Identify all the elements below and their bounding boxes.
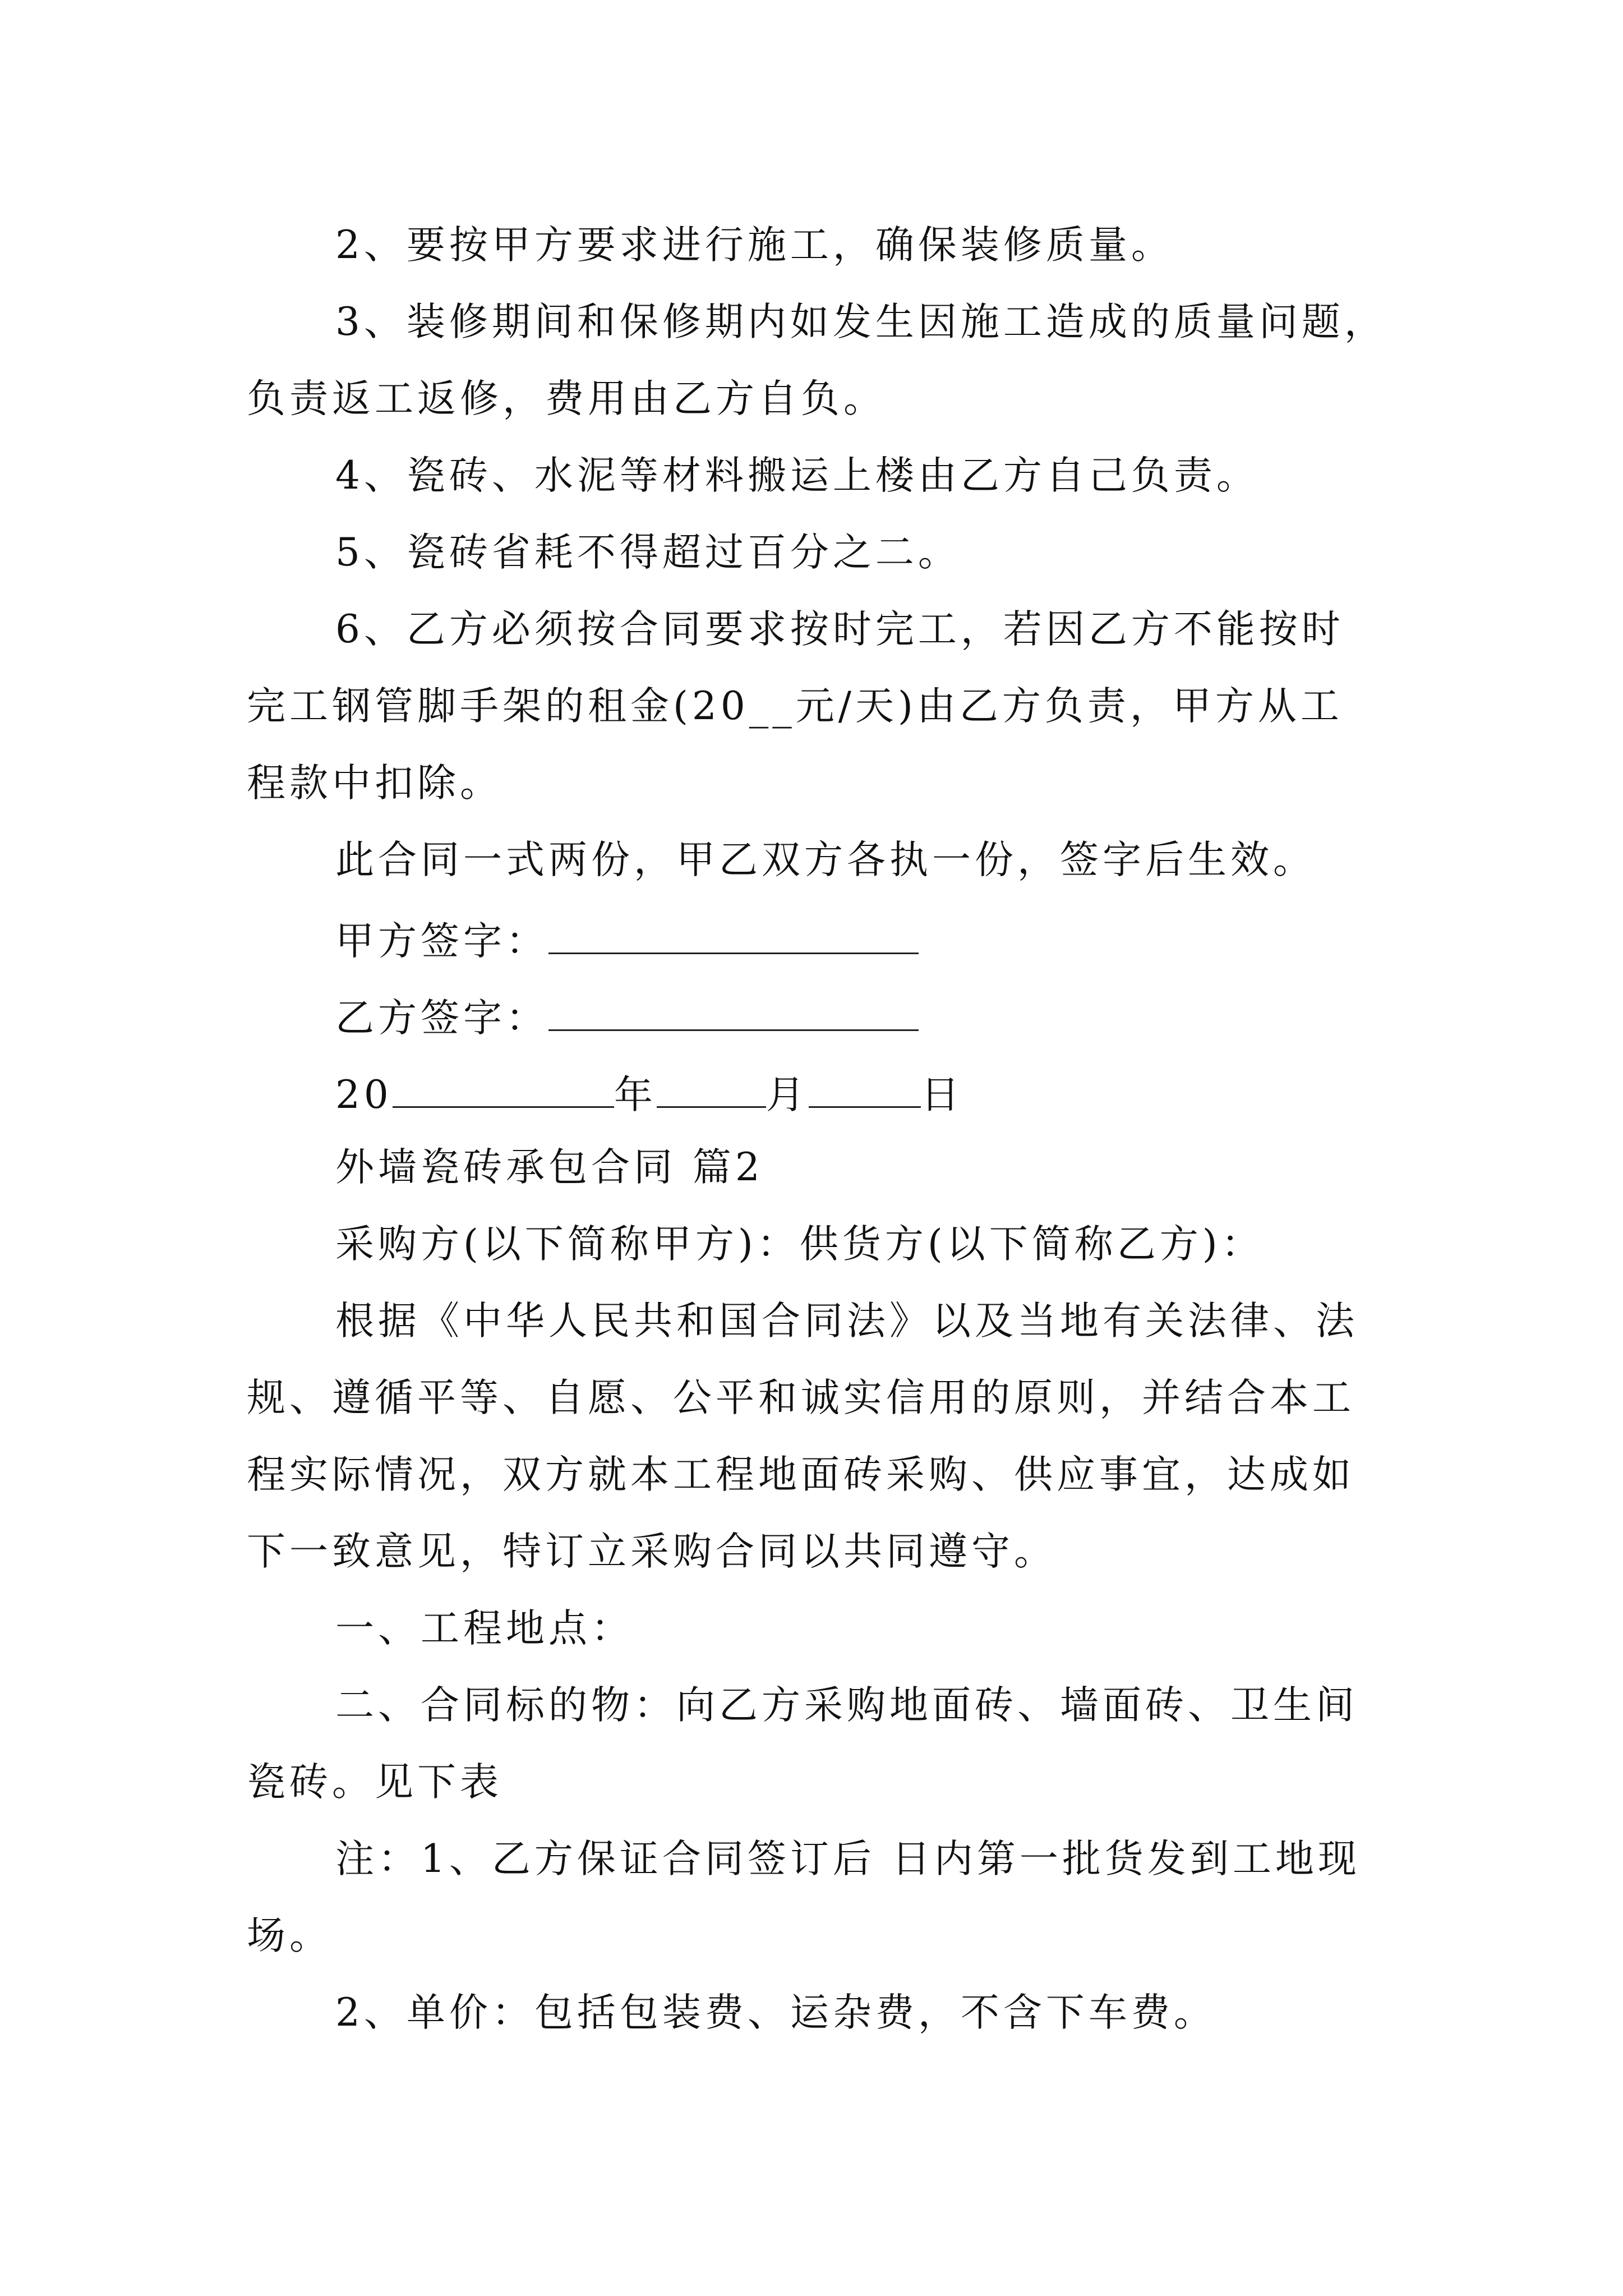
date-year-label: 年 [614, 1073, 657, 1117]
clause-3-line-2: 负责返工返修，费用由乙方自负。 [247, 376, 886, 421]
party-b-signature-blank [548, 995, 919, 1031]
clause-3-line-1: 3、装修期间和保修期内如发生因施工造成的质量问题， [335, 300, 1387, 344]
clause-6-line-2: 完工钢管脚手架的租金(20__元/天)由乙方负责，甲方从工 [247, 684, 1343, 729]
preamble-line-2: 规、遵循平等、自愿、公平和诚实信用的原则，并结合本工 [247, 1375, 1355, 1420]
party-b-signature-line [335, 995, 919, 1041]
date-year-blank [393, 1071, 614, 1108]
item-1-location: 一、工程地点： [335, 1606, 634, 1651]
note-1-line-2: 场。 [247, 1913, 332, 1958]
party-a-signature-blank [548, 918, 919, 954]
party-b-signature-label: 乙方签字： [335, 996, 548, 1041]
note-2: 2、单价：包括包装费、运杂费，不含下车费。 [335, 1990, 1216, 2035]
preamble-line-3: 程实际情况，双方就本工程地面砖采购、供应事宜，达成如 [247, 1452, 1355, 1497]
party-a-signature-line [335, 918, 919, 964]
date-year-prefix: 20 [335, 1073, 393, 1117]
item-2-line-1: 二、合同标的物：向乙方采购地面砖、墙面砖、卫生间 [335, 1683, 1358, 1728]
clause-6-line-1: 6、乙方必须按合同要求按时完工，若因乙方不能按时 [335, 607, 1344, 652]
clause-5: 5、瓷砖省耗不得超过百分之二。 [335, 530, 961, 575]
copies-clause: 此合同一式两份，甲乙双方各执一份，签字后生效。 [335, 838, 1316, 882]
date-month-label: 月 [766, 1073, 809, 1117]
clause-6-line-3: 程款中扣除。 [247, 761, 502, 806]
parties-line: 采购方(以下简称甲方)：供货方(以下简称乙方)： [335, 1222, 1264, 1267]
clause-2: 2、要按甲方要求进行施工，确保装修质量。 [335, 223, 1174, 268]
date-month-blank [657, 1071, 766, 1108]
item-2-line-2: 瓷砖。见下表 [247, 1760, 502, 1805]
date-line [335, 1071, 963, 1115]
section-heading: 外墙瓷砖承包合同 篇2 [335, 1145, 764, 1190]
clause-4: 4、瓷砖、水泥等材料搬运上楼由乙方自己负责。 [335, 453, 1259, 498]
preamble-line-4: 下一致意见，特订立采购合同以共同遵守。 [247, 1529, 1057, 1574]
preamble-line-1: 根据《中华人民共和国合同法》以及当地有关法律、法 [335, 1299, 1358, 1343]
party-a-signature-label: 甲方签字： [335, 919, 548, 964]
date-day-label: 日 [920, 1073, 963, 1117]
date-day-blank [809, 1071, 921, 1108]
note-1-line-1: 注：1、乙方保证合同签订后 日内第一批货发到工地现 [335, 1837, 1361, 1881]
